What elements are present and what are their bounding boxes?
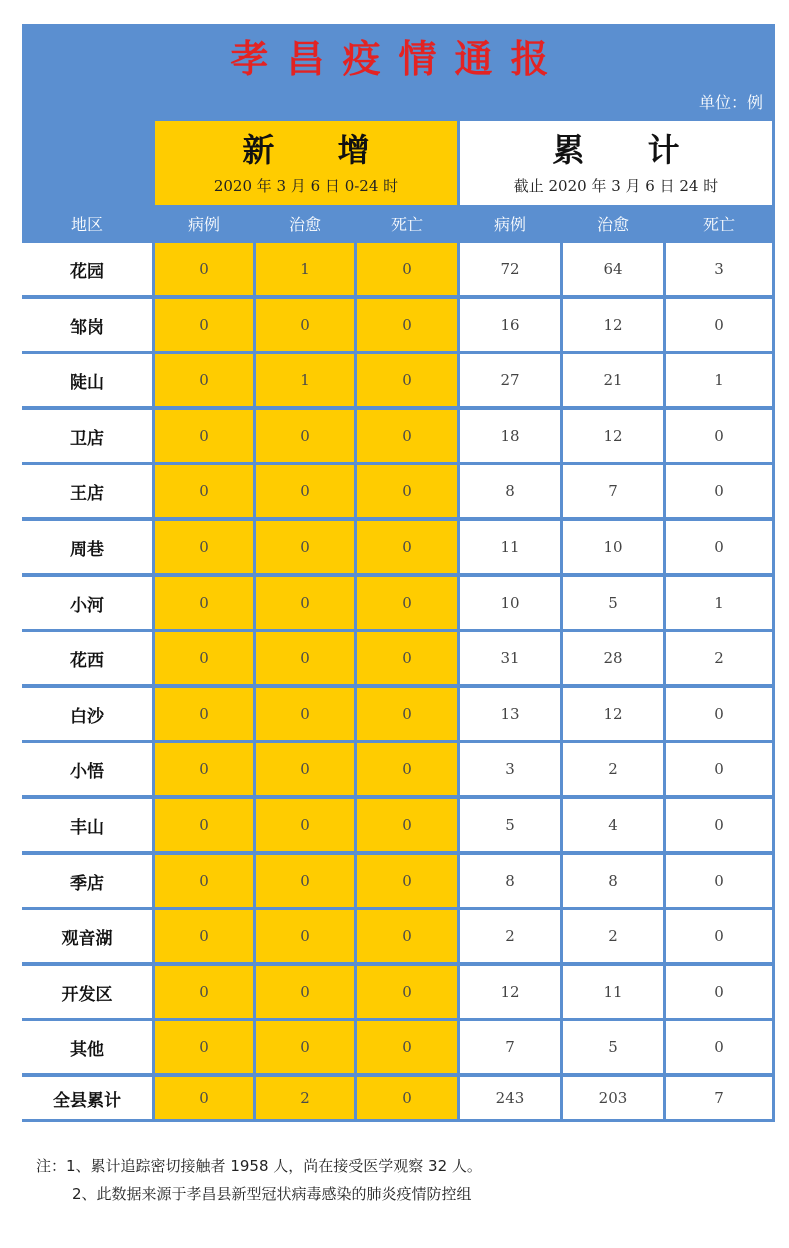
cum-deaths-cell: 0 [666,799,772,851]
region-cell: 周巷 [22,521,152,573]
new-cases-cell: 0 [155,299,253,351]
region-cell: 季店 [22,855,152,907]
new-deaths-cell: 0 [357,577,457,629]
table-row [22,521,775,573]
cum-deaths-cell: 3 [666,243,772,295]
cum-cured-cell: 4 [563,799,663,851]
table-row [22,465,775,517]
cum-deaths-cell: 0 [666,465,772,517]
table-row [22,243,775,295]
cum-cases-cell: 16 [460,299,560,351]
cum-cured-cell: 8 [563,855,663,907]
new-cured-cell: 0 [256,910,354,962]
region-cell: 全县累计 [22,1077,152,1119]
table-row [22,1077,775,1119]
table-row [22,299,775,351]
new-cases-cell: 0 [155,465,253,517]
cum-deaths-cell: 2 [666,632,772,684]
new-deaths-cell: 0 [357,966,457,1018]
cum-cured-cell: 203 [563,1077,663,1119]
cum-cases-cell: 8 [460,465,560,517]
cum-cured-cell: 12 [563,299,663,351]
table-row [22,910,775,962]
new-cases-cell: 0 [155,521,253,573]
new-deaths-cell: 0 [357,465,457,517]
table-row [22,1021,775,1073]
region-cell: 其他 [22,1021,152,1073]
new-cured-cell: 0 [256,577,354,629]
new-deaths-cell: 0 [357,743,457,795]
cum-deaths-cell: 0 [666,855,772,907]
cum-deaths-cell: 0 [666,1021,772,1073]
unit-label: 单位：例 [698,93,763,112]
new-deaths-cell: 0 [357,688,457,740]
new-cases-cell: 0 [155,688,253,740]
region-cell: 王店 [22,465,152,517]
new-deaths-cell: 0 [357,1077,457,1119]
region-cell: 花园 [22,243,152,295]
new-cases-cell: 0 [155,410,253,462]
cum-header-title: 累 计 [552,131,706,169]
col-head-new-cases: 病例 [187,215,220,234]
footnotes [36,1152,482,1208]
new-cases-cell: 0 [155,1021,253,1073]
new-cases-cell: 0 [155,243,253,295]
new-deaths-cell: 0 [357,799,457,851]
region-cell: 卫店 [22,410,152,462]
new-cured-cell: 0 [256,1021,354,1073]
cum-cured-cell: 10 [563,521,663,573]
table-row [22,577,775,629]
new-cases-cell: 0 [155,799,253,851]
table-row [22,966,775,1018]
cum-cured-cell: 2 [563,910,663,962]
new-cases-cell: 0 [155,632,253,684]
col-head-cum-deaths: 死亡 [702,215,735,234]
new-cured-cell: 0 [256,632,354,684]
new-cases-cell: 0 [155,1077,253,1119]
cum-cured-cell: 11 [563,966,663,1018]
cum-cases-cell: 12 [460,966,560,1018]
cum-cases-cell: 8 [460,855,560,907]
table-row [22,688,775,740]
cum-header-period: 截止 2020 年 3 月 6 日 24 时 [513,177,719,195]
new-cured-cell: 0 [256,299,354,351]
cumulative-header [460,121,772,205]
cum-deaths-cell: 0 [666,521,772,573]
new-cured-cell: 0 [256,966,354,1018]
col-head-new-cured: 治愈 [288,215,321,234]
region-cell: 花西 [22,632,152,684]
new-cured-cell: 1 [256,354,354,406]
new-cases-cell: 0 [155,577,253,629]
cum-deaths-cell: 7 [666,1077,772,1119]
new-deaths-cell: 0 [357,910,457,962]
col-head-cum-cured: 治愈 [596,215,629,234]
new-deaths-cell: 0 [357,521,457,573]
region-cell: 观音湖 [22,910,152,962]
region-cell: 小悟 [22,743,152,795]
new-header-period: 2020 年 3 月 6 日 0-24 时 [213,177,399,195]
cum-cured-cell: 7 [563,465,663,517]
cum-deaths-cell: 0 [666,410,772,462]
new-deaths-cell: 0 [357,243,457,295]
cum-cured-cell: 2 [563,743,663,795]
region-cell: 开发区 [22,966,152,1018]
cum-cases-cell: 243 [460,1077,560,1119]
new-deaths-cell: 0 [357,1021,457,1073]
table-row [22,354,775,406]
new-deaths-cell: 0 [357,299,457,351]
new-cured-cell: 0 [256,799,354,851]
region-cell: 小河 [22,577,152,629]
region-cell: 陡山 [22,354,152,406]
cum-cases-cell: 2 [460,910,560,962]
new-header-title: 新 增 [242,131,396,169]
cum-cases-cell: 3 [460,743,560,795]
cum-deaths-cell: 0 [666,910,772,962]
cum-cured-cell: 5 [563,1021,663,1073]
new-cases-cell: 0 [155,910,253,962]
cum-cases-cell: 13 [460,688,560,740]
cum-cured-cell: 5 [563,577,663,629]
cum-cured-cell: 64 [563,243,663,295]
new-cured-cell: 0 [256,743,354,795]
cum-cases-cell: 10 [460,577,560,629]
new-cured-cell: 0 [256,855,354,907]
cum-cases-cell: 7 [460,1021,560,1073]
cum-deaths-cell: 0 [666,299,772,351]
region-cell: 邹岗 [22,299,152,351]
col-head-cum-cases: 病例 [493,215,526,234]
table-row [22,410,775,462]
report-title: 孝昌疫情通报 [230,35,567,81]
region-cell: 白沙 [22,688,152,740]
cum-deaths-cell: 0 [666,743,772,795]
new-cases-cell: 0 [155,354,253,406]
table-row [22,799,775,851]
new-deaths-cell: 0 [357,354,457,406]
cum-cases-cell: 11 [460,521,560,573]
footnote-1: 注：1、累计追踪密切接触者 1958 人，尚在接受医学观察 32 人。 [36,1157,482,1175]
new-cured-cell: 0 [256,688,354,740]
cum-deaths-cell: 0 [666,688,772,740]
new-cured-cell: 2 [256,1077,354,1119]
region-cell: 丰山 [22,799,152,851]
new-cured-cell: 0 [256,521,354,573]
table-row [22,855,775,907]
new-cases-cell: 0 [155,966,253,1018]
new-deaths-cell: 0 [357,632,457,684]
cum-cases-cell: 5 [460,799,560,851]
col-head-region: 地区 [70,215,103,234]
new-cases-cell: 0 [155,743,253,795]
new-cured-cell: 0 [256,465,354,517]
new-cases-header [155,121,457,205]
table-row [22,632,775,684]
cum-cases-cell: 27 [460,354,560,406]
cum-cured-cell: 21 [563,354,663,406]
report-frame [22,24,775,1122]
cum-cases-cell: 72 [460,243,560,295]
new-cured-cell: 0 [256,410,354,462]
cum-cured-cell: 12 [563,410,663,462]
cum-deaths-cell: 1 [666,577,772,629]
new-deaths-cell: 0 [357,855,457,907]
cum-cases-cell: 31 [460,632,560,684]
table-row [22,743,775,795]
cum-cured-cell: 28 [563,632,663,684]
footnote-2: 2、此数据来源于孝昌县新型冠状病毒感染的肺炎疫情防控组 [72,1185,472,1203]
new-deaths-cell: 0 [357,410,457,462]
col-head-new-deaths: 死亡 [390,215,423,234]
cum-deaths-cell: 1 [666,354,772,406]
new-cases-cell: 0 [155,855,253,907]
cum-deaths-cell: 0 [666,966,772,1018]
new-cured-cell: 1 [256,243,354,295]
cum-cases-cell: 18 [460,410,560,462]
cum-cured-cell: 12 [563,688,663,740]
